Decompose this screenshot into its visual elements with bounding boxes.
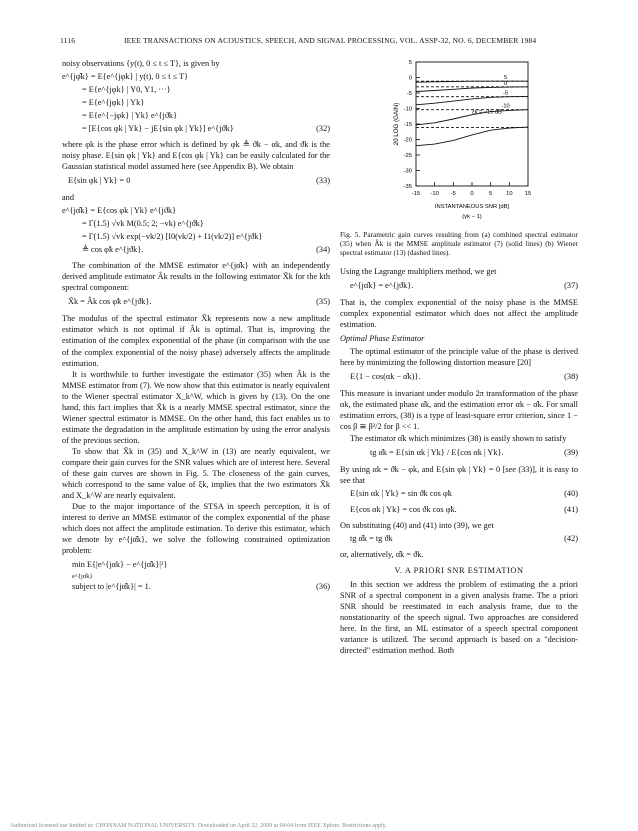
equation-41 [340,504,578,518]
curves [416,75,528,145]
paragraph: and [62,193,74,203]
equation-39 [340,447,578,461]
curve-label: ξk = −15 dB [472,109,502,116]
equation-line: e^{jα̂k} = E{cos φk | Yk} e^{jϑk} [62,206,177,216]
y-tick-label: -10 [403,106,412,113]
running-header [60,36,582,48]
paragraph: To show that X̃k in (35) and X_k^W in (13) are nearly equivalent, we compare their gain curves for the SNR values which are of interest here. Several of these gain curves are shown in Fig. 5. The closeness of the gain curves, which correspond to the same value of ξk, implies that the two estimators X̃k and X_k^W are nearly equivalent. [62,446,330,501]
y-tick-label: -15 [403,122,412,128]
x-axis-sublabel: (γk − 1) [462,214,482,220]
equation-line: = E{e^{jφk} | Y0, Y1, ···} [82,85,171,95]
x-tick-label: 15 [524,191,532,197]
combined-gain-curve [416,96,528,104]
paragraph: The modulus of the spectral estimator X̃k represents now a new amplitude estimator which is not optimal if Âk is optimal. That is, improving the estimation of the complex exponential of the phase (in comparison with the use of the complex exponential of the noisy phase) adversely affects the amplitude estimation. [62,314,330,368]
equation-34 [62,205,330,257]
left-column [62,58,330,593]
equation-line: tg α̂k = tg ϑk [350,533,393,543]
y-tick-label: -30 [403,168,412,175]
equation-line: = E{e^{jφk} | Yk} [82,98,145,108]
equation-line: = E{e^{−jφk} | Yk} e^{jϑk} [82,111,178,121]
equation-38 [340,371,578,385]
x-axis-label: INSTANTANEOUS SNR [dB] [434,204,510,210]
x-tick-label: -10 [430,191,439,197]
equation-line: E{1 − cos(αk − α̂k)}. [350,372,421,382]
equation-line: e^{jφ̂k} = E{e^{jφk} | y(t), 0 ≤ t ≤ T} [62,72,189,82]
equation-line: subject to |e^{jα̂k}| = 1. [72,582,151,592]
paragraph: Due to the major importance of the STSA in speech perception, it is of interest to derive an MMSE estimator of the complex exponential of the phase which does not affect the amplitude estimation. To derive this estimator, which we denote by e^{jα̂k}, we solve the following constrained optimization problem: [62,502,330,556]
x-tick-label: 5 [489,191,493,197]
equation-line: E{sin αk | Yk} = sin ϑk cos φ̃k [350,488,452,498]
equation-number: (33) [316,176,330,186]
equation-42 [340,533,578,547]
equation-number: (39) [564,447,578,457]
page-number: 1116 [60,36,76,45]
y-tick-label: -5 [406,91,412,97]
curve-label: -10 [501,103,510,110]
equation-number: (38) [564,372,578,382]
paragraph: It is worthwhile to further investigate the estimator (35) when Âk is the MMSE estimator from (7). We now show that this estimator is nearly equivalent to the Wiener spectral estimator X_k^W, which is given by (13). On the one hand, this fact implies that X̃k is a nearly MMSE spectral estimator, since the Wiener spectral estimator is MMSE. On the other hand, this fact enables us to estimate the degradation in the amplitude estimation by using the error analysis of the previous section. [62,369,330,445]
equation-36a-subscript [62,571,330,581]
equation-36a [62,559,330,571]
paragraph: The estimator α̂k which minimizes (38) is easily shown to satisfy [350,433,567,443]
equation-line: ≜ cos φ̃k e^{jϑk}. [82,245,144,255]
equation-33 [62,175,330,189]
equation-line: tg α̂k = E{sin αk | Yk} / E{cos αk | Yk}. [370,447,504,457]
x-axis-ticks [412,182,531,197]
equation-40 [340,488,578,502]
x-tick-label: -5 [450,191,456,197]
y-tick-label: -25 [403,153,412,159]
journal-title: IEEE TRANSACTIONS ON ACOUSTICS, SPEECH, AND SIGNAL PROCESSING, VOL. ASSP-32, NO. 6, DECEMBER 1984 [124,36,537,45]
paragraph: or, alternatively, α̂k = ϑk. [340,549,424,559]
right-column [340,56,578,656]
subsection-heading: Optimal Phase Estimator [340,334,425,344]
paragraph: where φk is the phase error which is defined by φk ≜ ϑk − αk, and ϑk is the noisy phase. E{sin φk | Yk} and E{cos φk | Yk} can be easily calculated for the Gaussian statistical model assumed here (see Appendix B). We obtain [62,140,330,172]
curve-label: 0 [504,80,508,87]
y-tick-label: -35 [403,184,412,190]
equation-subscript: e^{jα̂k} [72,573,93,581]
plot-frame [416,62,528,186]
paragraph: Using the Lagrange multipliers method, we get [340,267,497,276]
equation-line: E{cos αk | Yk} = cos ϑk cos φ̃k. [350,504,457,514]
equation-number: (35) [316,297,330,307]
equation-line: min E{|e^{jαk} − e^{jα̂k}|²} [72,560,168,570]
equation-number: (40) [564,488,578,498]
equation-35 [62,296,330,310]
combined-gain-curve [416,127,528,146]
y-tick-label: 5 [408,60,412,66]
paragraph: In this section we address the problem of estimating the a priori SNR of a spectral component in a given analysis frame. The a priori SNR should be reestimated in each analysis frame, due to the nonstationarity of the speech signal. Two approaches are considered here. In the first, an ML estimator of a speech spectral component variance is utilized. The second approach is based on a "decision-directed" estimation method. Both [340,579,578,656]
equation-line: = Γ(1.5) √vk M(0.5; 2; −vk) e^{jϑk} [82,219,204,229]
equation-line: = [E{cos φk | Yk} − jE{sin φk | Yk}] e^{jϑk} [82,124,234,134]
x-tick-label: -15 [411,191,421,197]
paragraph: This measure is invariant under modulo 2π transformation of the phase αk, the estimated phase α̂k, and the estimation error αk − α̂k. For small estimation errors, (38) is a type of least-square error criterion, since 1 − cos β ≅ β²/2 for β << 1. [340,389,578,432]
equation-number: (41) [564,504,578,514]
equation-line: X̃k = Âk cos φ̃k e^{jϑk}. [68,297,152,307]
figure-caption: Fig. 5. Parametric gain curves resulting from (a) combined spectral estimator (35) when Âk is the MMSE amplitude estimator (7) (solid lines) (b) Wiener spectral estimator (13) (dashed lines). [340,230,578,257]
equation-number: (37) [564,281,578,291]
equation-number: (42) [564,533,578,543]
y-tick-label: 0 [408,75,412,82]
equation-line: = Γ(1.5) √vk exp(−vk/2) [I0(vk/2) + I1(vk/2)] e^{jϑk} [82,232,263,242]
equation-32 [62,71,330,136]
curve-label: 5 [504,75,508,82]
paragraph: noisy observations {y(t), 0 ≤ t ≤ T}, is given by [62,59,220,68]
paragraph: That is, the complex exponential of the noisy phase is the MMSE complex exponential estimator which does not affect the amplitude estimation. [340,298,578,330]
gain-curve-chart [340,56,578,224]
combined-gain-curve [416,87,528,92]
paragraph: By using αk = ϑk − φk, and E{sin φk | Yk} = 0 [see (33)], it is easy to see that [340,464,578,485]
paragraph: The optimal estimator of the principle value of the phase is derived here by minimizing the following distortion measure [20] [340,347,578,368]
y-tick-label: -20 [403,137,412,144]
equation-36b [62,581,330,593]
equation-number: (32) [316,124,330,134]
download-notice: Authorized licensed use limited to: CHONNAM NATIONAL UNIVERSITY. Downloaded on April 22, 2009 at 04:04 from IEEE Xplore. Restrictions apply. [10,823,387,829]
figure-5 [340,56,578,224]
equation-37 [340,280,578,294]
equation-line: e^{jα̂k} = e^{jϑk}. [350,281,414,291]
equation-number: (34) [316,245,330,255]
paragraph: The combination of the MMSE estimator e^{jα̂k} with an independently derived amplitude estimator Âk results in the following estimator X̃k for the kth spectral component: [62,261,330,293]
curve-label: -5 [503,90,509,97]
x-tick-label: 0 [470,191,474,197]
equation-number: (36) [316,582,330,592]
y-axis-label: 20 LOG (GAIN) [393,102,400,146]
equation-line: E{sin φk | Yk} = 0 [68,176,131,186]
paragraph: On substituting (40) and (41) into (39), we get [340,520,494,530]
section-heading: V. A PRIORI SNR ESTIMATION [394,565,524,575]
x-tick-label: 10 [506,191,513,197]
